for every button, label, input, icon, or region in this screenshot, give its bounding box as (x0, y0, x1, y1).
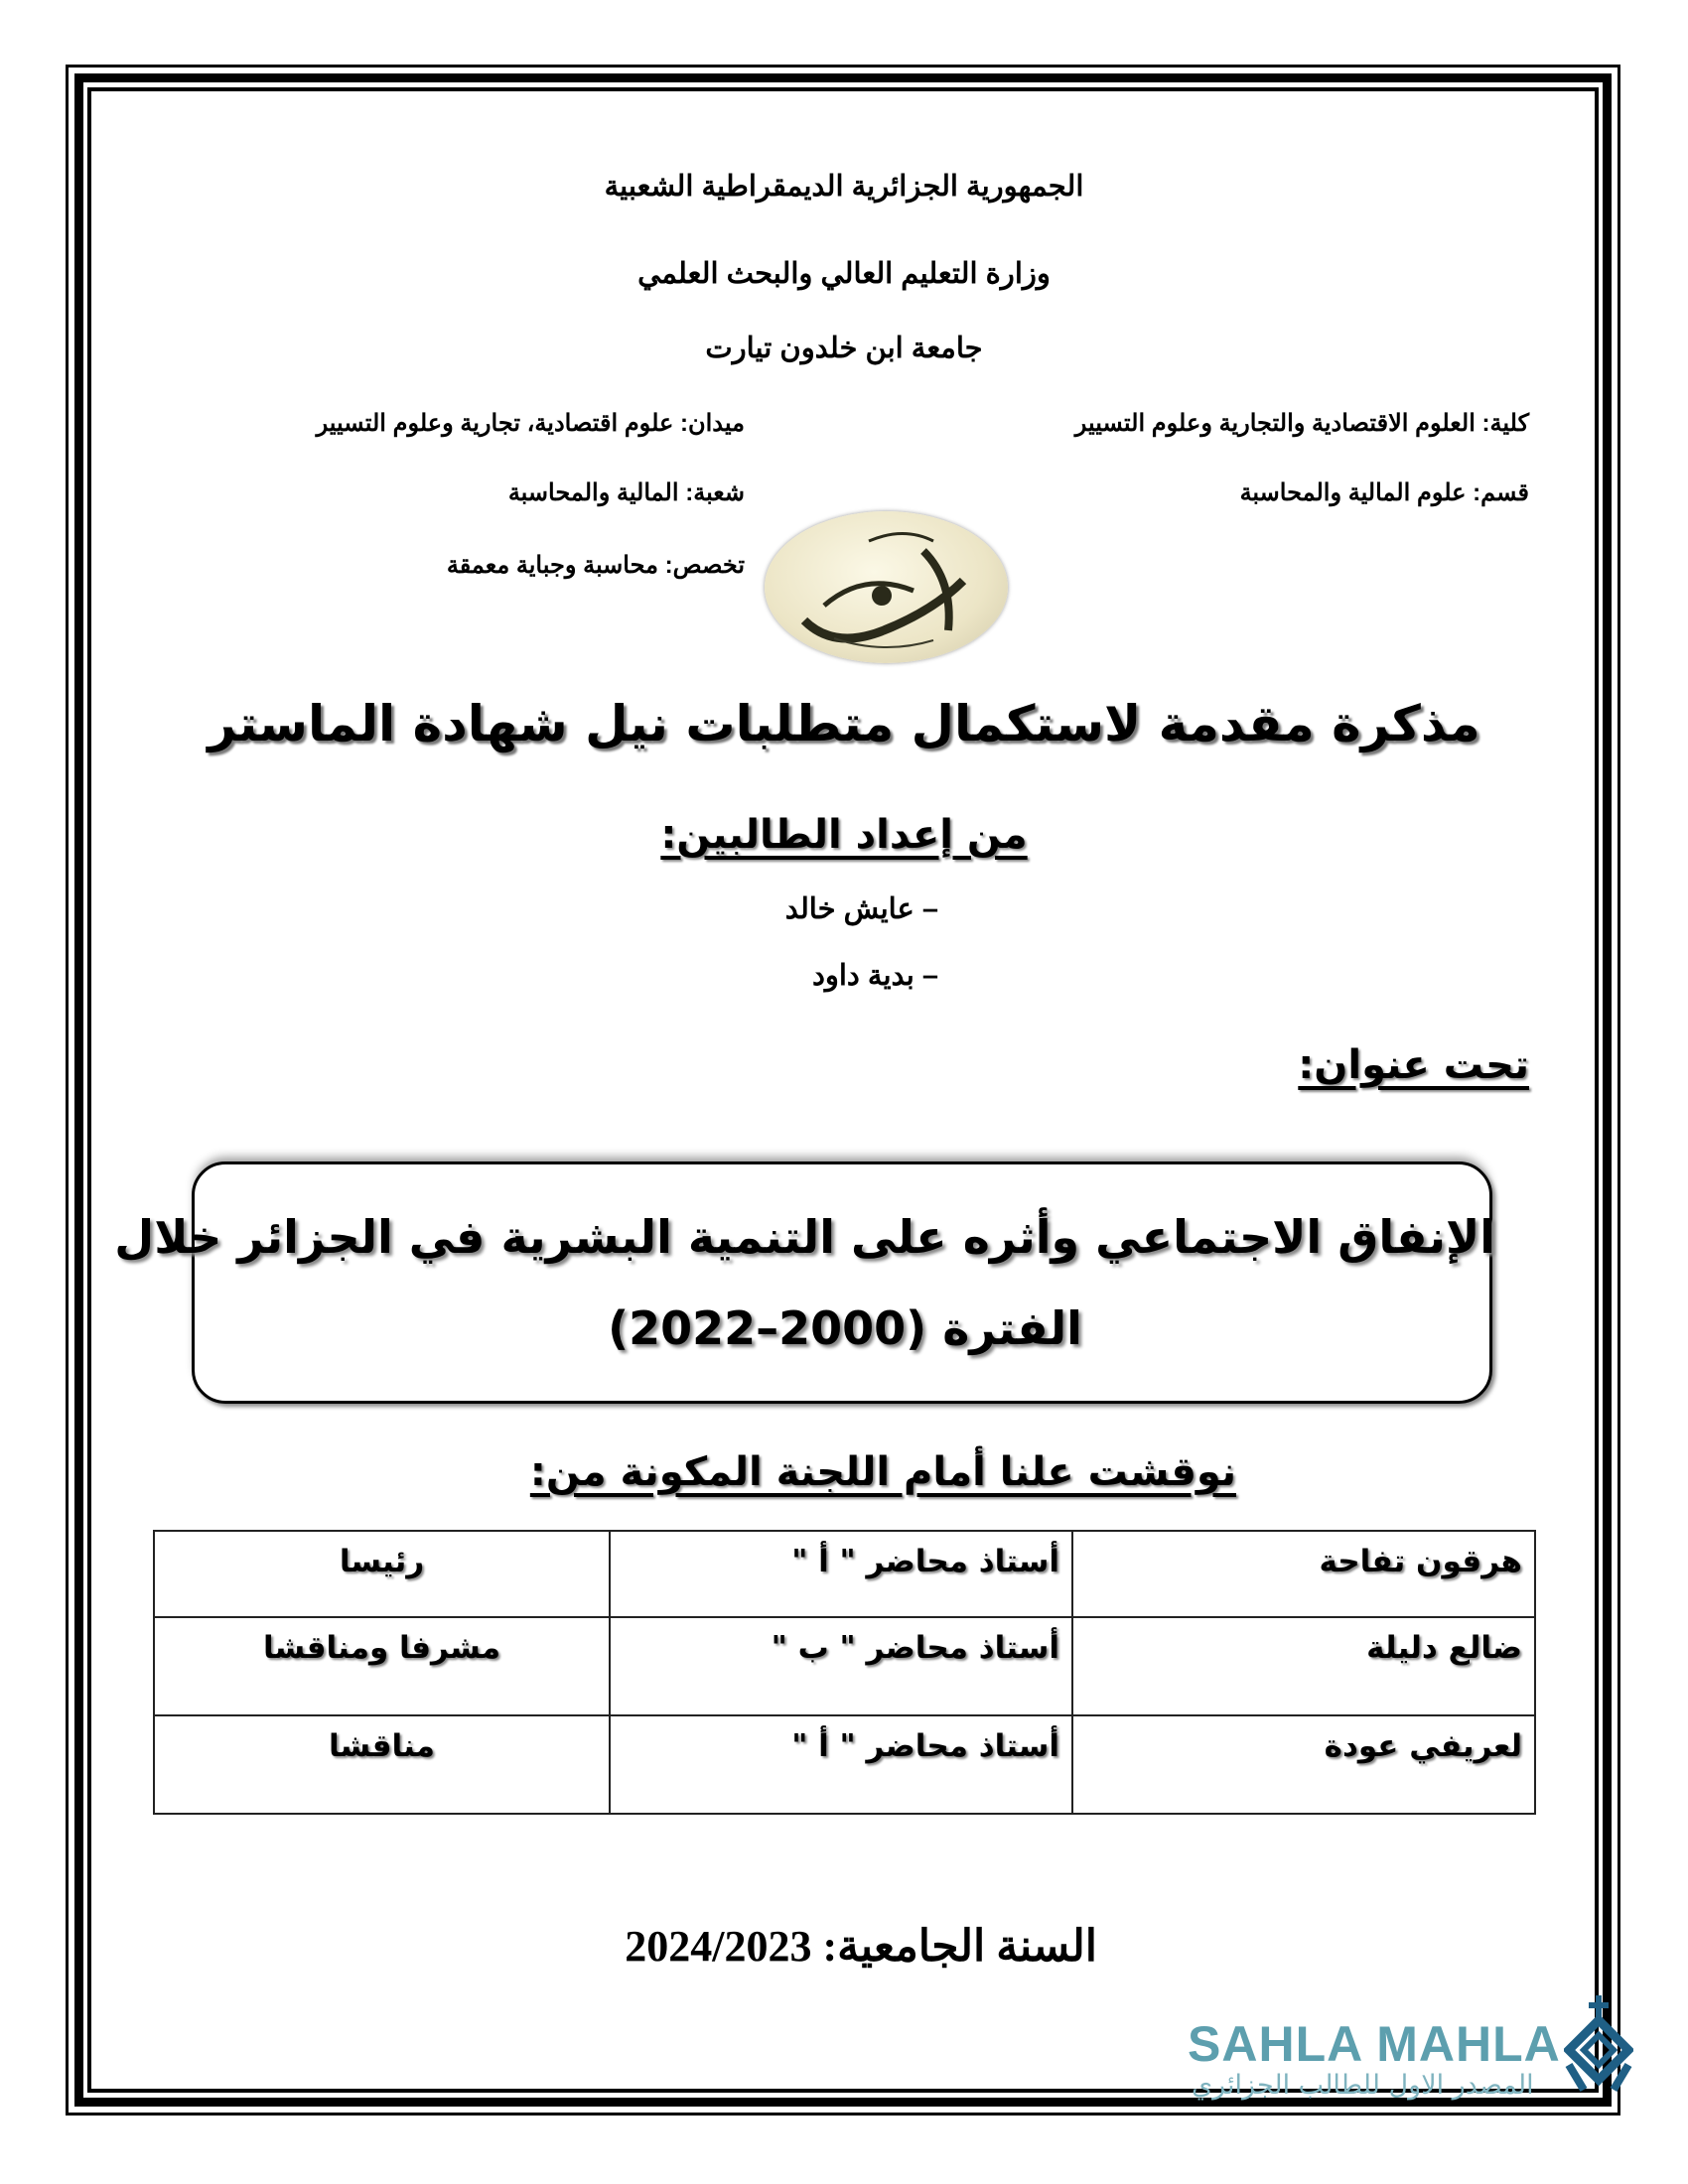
member-rank: أستاذ محاضر " ب " (610, 1617, 1072, 1715)
student-name-2: – بدية داود (811, 960, 938, 992)
thesis-heading: تحت عنوان: (1298, 1042, 1529, 1088)
university-name: جامعة ابن خلدون تيارت (705, 333, 983, 364)
member-role: مشرفا ومناقشا (154, 1617, 610, 1715)
table-row (154, 1617, 1535, 1715)
thesis-title-line-2: الفترة (2000–2022) (608, 1301, 1082, 1355)
member-rank: أستاذ محاضر " أ " (610, 1531, 1072, 1617)
watermark-tagline: المصدر الاول للطالب الجزائري (1192, 2070, 1534, 2101)
committee-table (153, 1530, 1536, 1815)
table-row (154, 1715, 1535, 1814)
ministry-header: وزارة التعليم العالي والبحث العلمي (637, 258, 1051, 290)
faculty-label: كلية: العلوم الاقتصادية والتجارية وعلوم التسيير (1074, 410, 1529, 437)
watermark-logo-icon (1564, 1990, 1633, 2100)
specialty-label: تخصص: محاسبة وجباية معمقة (446, 552, 745, 579)
academic-year (625, 1921, 1097, 1972)
member-name: لعريفي عودة (1072, 1715, 1535, 1814)
university-seal-icon (765, 511, 1008, 663)
watermark-brand: SAHLA MAHLA (1188, 2016, 1561, 2072)
member-rank: أستاذ محاضر " أ " (610, 1715, 1072, 1814)
thesis-title-box (114, 1161, 1495, 1404)
member-name: ضالع دليلة (1072, 1617, 1535, 1715)
table-row (154, 1531, 1535, 1617)
member-role: مناقشا (154, 1715, 610, 1814)
republic-header: الجمهورية الجزائرية الديمقراطية الشعبية (604, 171, 1084, 203)
field-label: ميدان: علوم اقتصادية، تجارية وعلوم التسيير (316, 410, 745, 437)
academic-year-label: السنة الجامعية: (822, 1922, 1097, 1971)
member-role: رئيسا (154, 1531, 610, 1617)
student-name-1: – عايش خالد (784, 893, 938, 925)
branch-label: شعبة: المالية والمحاسبة (507, 479, 745, 506)
academic-year-value: 2024/2023 (625, 1922, 812, 1971)
department-label: قسم: علوم المالية والمحاسبة (1239, 479, 1529, 506)
committee-heading: نوقشت علنا أمام اللجنة المكونة من: (529, 1449, 1236, 1495)
students-heading: من إعداد الطالبين: (660, 812, 1028, 858)
member-name: هرقون تفاحة (1072, 1531, 1535, 1617)
thesis-title-line-1: الإنفاق الاجتماعي وأثره على التنمية البشرية في الجزائر خلال (114, 1210, 1495, 1264)
main-title: مذكرة مقدمة لاستكمال متطلبات نيل شهادة الماستر (208, 695, 1480, 752)
